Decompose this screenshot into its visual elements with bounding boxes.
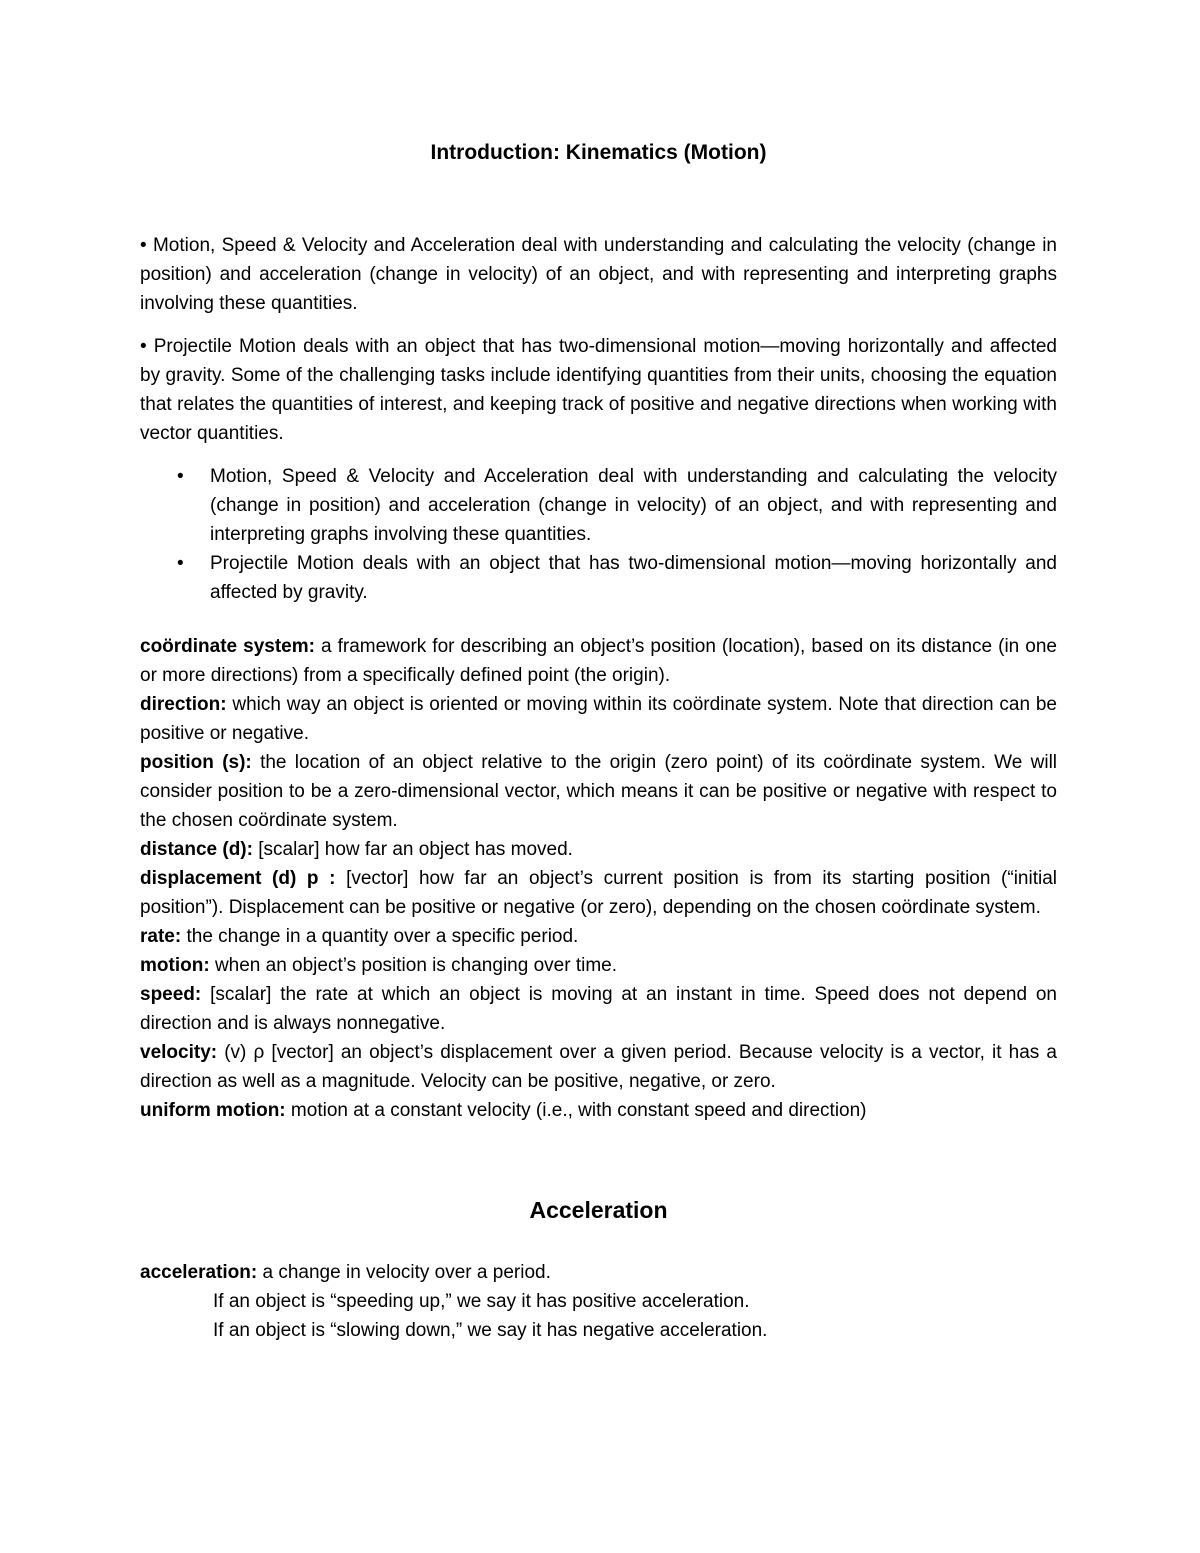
definition-term: displacement (d) p : (140, 868, 336, 889)
definition-term: coördinate system: (140, 636, 315, 657)
definition-body: [vector] how far an object’s current position is from its starting position (“initial position”). Displacement can be positive or negative (or zero), depending on the chosen coördinate system. (140, 868, 1057, 918)
section-heading-acceleration: Acceleration (529, 1197, 668, 1223)
definition-term: acceleration: (140, 1262, 258, 1283)
definition-body: motion at a constant velocity (i.e., with constant speed and direction) (290, 1100, 867, 1121)
document-title: Introduction: Kinematics (Motion) (430, 141, 767, 164)
bullet-marker: • (177, 553, 184, 574)
definition-body: the location of an object relative to the origin (zero point) of its coördinate system. We will consider position to be a zero-dimensional vector, which means it can be positive or negative with respect to the chosen coördinate system. (140, 752, 1058, 831)
list-item (140, 462, 1057, 549)
bullet-marker: • (177, 466, 184, 487)
list-item (140, 549, 1057, 607)
definition-body: [scalar] how far an object has moved. (258, 839, 573, 860)
bullet-list (140, 462, 1057, 607)
definition-entry (140, 864, 1057, 922)
definition-body: when an object’s position is changing over time. (214, 955, 617, 976)
definition-entry (140, 632, 1057, 690)
list-item-text: Projectile Motion deals with an object that has two-dimensional motion—moving horizontally and affected by gravity. (210, 553, 1057, 603)
definition-entry (140, 951, 1057, 980)
definition-term: direction: (140, 694, 227, 715)
definition-acceleration (140, 1258, 1057, 1287)
definition-term: rate: (140, 926, 182, 947)
definition-body: which way an object is oriented or moving within its coördinate system. Note that direction can be positive or negative. (140, 694, 1057, 744)
acceleration-sub-lines (140, 1287, 1057, 1345)
definition-entry (140, 1096, 1057, 1125)
bullet-marker: • (140, 235, 147, 256)
definition-entry (140, 748, 1057, 835)
intro-paragraph (140, 231, 1057, 318)
definition-body: a change in velocity over a period. (262, 1262, 551, 1283)
list-item-text: Motion, Speed & Velocity and Acceleration deal with understanding and calculating the velocity (change in position) and acceleration (change in velocity) of an object, and with representing and interpreting graphs involving these quantities. (210, 466, 1057, 545)
definition-term: position (s): (140, 752, 252, 773)
definitions-block (140, 632, 1057, 1125)
definition-term: uniform motion: (140, 1100, 286, 1121)
definition-term: velocity: (140, 1042, 218, 1063)
definition-body: a framework for describing an object’s position (location), based on its distance (in one or more directions) from a specifically defined point (the origin). (140, 636, 1057, 686)
definition-entry (140, 922, 1057, 951)
definition-term: distance (d): (140, 839, 253, 860)
bullet-marker: • (140, 336, 147, 357)
definition-body: (v) ρ [vector] an object’s displacement over a given period. Because velocity is a vector, it has a direction as well as a magnitude. Velocity can be positive, negative, or zero. (140, 1042, 1057, 1092)
paragraph-text: Motion, Speed & Velocity and Acceleration deal with understanding and calculating the velocity (change in position) and acceleration (change in velocity) of an object, and with representing and interpreting graphs involving these quantities. (140, 235, 1057, 314)
definition-term: motion: (140, 955, 210, 976)
intro-paragraphs (140, 231, 1057, 448)
definition-term: speed: (140, 984, 202, 1005)
definition-body: the change in a quantity over a specific period. (186, 926, 579, 947)
acceleration-sub-line: If an object is “speeding up,” we say it has positive acceleration. (213, 1291, 750, 1312)
acceleration-sub-line: If an object is “slowing down,” we say it has negative acceleration. (213, 1320, 768, 1341)
definition-entry (140, 1038, 1057, 1096)
definition-entry (140, 980, 1057, 1038)
paragraph-text: Projectile Motion deals with an object that has two-dimensional motion—moving horizontally and affected by gravity. Some of the challenging tasks include identifying quantities from their units, choosing the equation that relates the quantities of interest, and keeping track of positive and negative directions when working with vector quantities. (140, 336, 1058, 444)
intro-paragraph (140, 332, 1057, 448)
definition-entry (140, 690, 1057, 748)
definition-body: [scalar] the rate at which an object is moving at an instant in time. Speed does not depend on direction and is always nonnegative. (140, 984, 1057, 1034)
definition-entry (140, 835, 1057, 864)
